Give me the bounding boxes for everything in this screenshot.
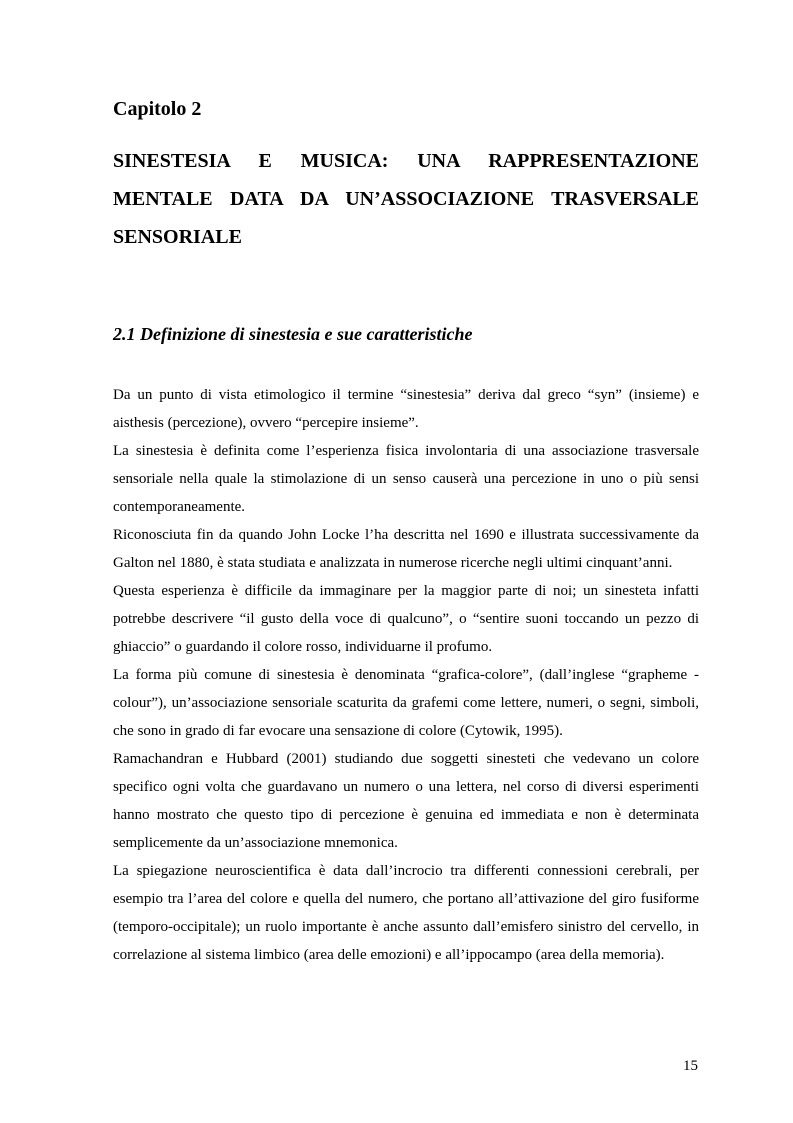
paragraph: La spiegazione neuroscientifica è data dall’incrocio tra differenti connessioni cerebrali, per esempio tra l’area del colore e quella del numero, che portano all’attivazione del giro fusiforme (temporo-occipitale); un ruolo importante è anche assunto dall’emisfero sinistro del cervello, in correlazione al sistema limbico (area delle emozioni) e all’ippocampo (area della memoria). xyxy=(113,863,699,963)
paragraph: Da un punto di vista etimologico il termine “sinestesia” deriva dal greco “syn” (insieme) e aisthesis (percezione), ovvero “percepire insieme”. xyxy=(113,387,699,431)
paragraph: La forma più comune di sinestesia è denominata “grafica-colore”, (dall’inglese “grapheme -colour”), un’associazione sensoriale scaturita da grafemi come lettere, numeri, o segni, simboli, che sono in grado di far evocare una sensazione di colore (Cytowik, 1995). xyxy=(113,667,699,739)
chapter-title: SINESTESIA E MUSICA: UNA RAPPRESENTAZIONE MENTALE DATA DA UN’ASSOCIAZIONE TRASVERSALE SENSORIALE xyxy=(113,150,699,248)
chapter-label: Capitolo 2 xyxy=(113,98,202,120)
paragraph: La sinestesia è definita come l’esperienza fisica involontaria di una associazione trasversale sensoriale nella quale la stimolazione di un senso causerà una percezione in uno o più sensi contemporaneamente. xyxy=(113,443,699,515)
paragraph: Ramachandran e Hubbard (2001) studiando due soggetti sinesteti che vedevano un colore specifico ogni volta che guardavano un numero o una lettera, nel corso di diversi esperimenti hanno mostrato che questo tipo di percezione è genuina ed immediata e non è determinata semplicemente da un’associazione mnemonica. xyxy=(113,751,699,851)
section-title: 2.1 Definizione di sinestesia e sue caratteristiche xyxy=(113,324,473,344)
paragraph: Riconosciuta fin da quando John Locke l’ha descritta nel 1690 e illustrata successivamente da Galton nel 1880, è stata studiata e analizzata in numerose ricerche negli ultimi cinquant’anni. xyxy=(113,527,699,571)
body-text xyxy=(113,381,699,969)
page-number: 15 xyxy=(683,1058,698,1074)
paragraph: Questa esperienza è difficile da immaginare per la maggior parte di noi; un sinesteta infatti potrebbe descrivere “il gusto della voce di qualcuno”, o “sentire suoni toccando un pezzo di ghiaccio” o guardando il colore rosso, individuarne il profumo. xyxy=(113,583,699,655)
